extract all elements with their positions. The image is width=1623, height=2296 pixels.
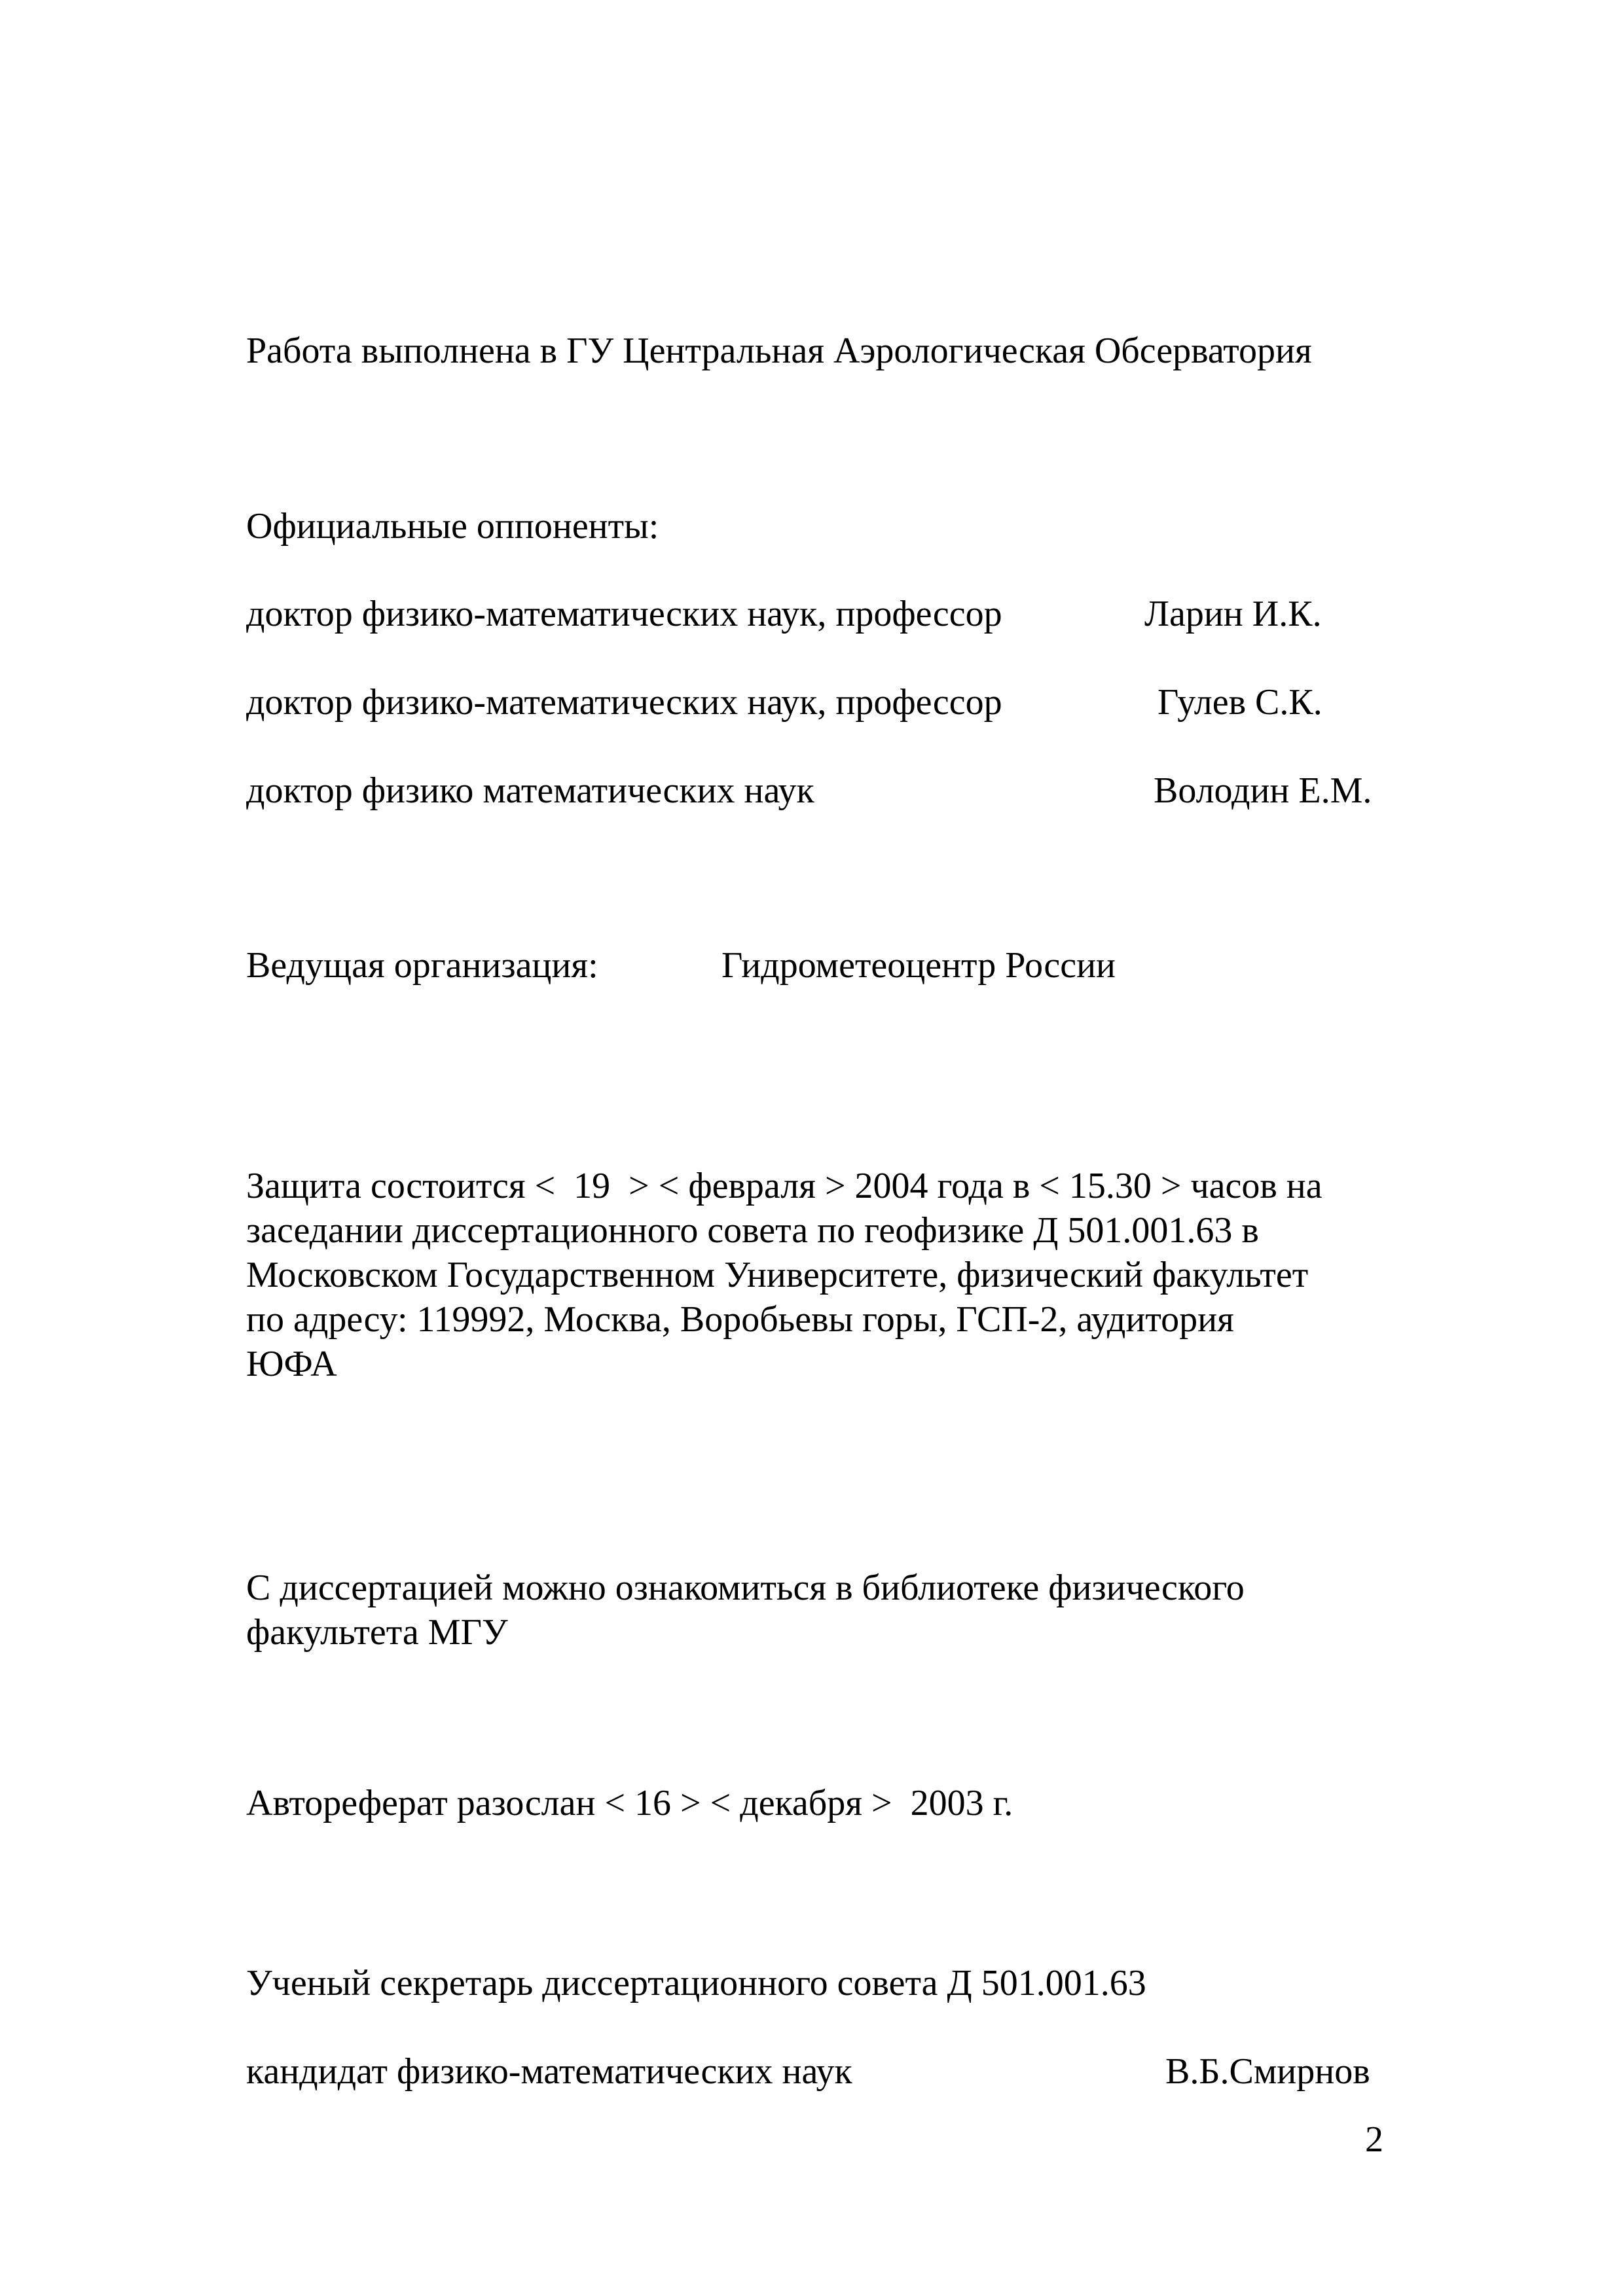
leading-org-label: Ведущая организация: <box>246 945 598 986</box>
leading-org-value: Гидрометеоцентр России <box>721 945 1116 986</box>
page-number: 2 <box>1365 2119 1383 2160</box>
secretary-line: Ученый секретарь диссертационного совета Д 501.001.63 <box>246 1963 1146 2003</box>
library-paragraph <box>246 1566 1398 1655</box>
defense-line-2: заседании диссертационного совета по геофизике Д 501.001.63 в <box>246 1210 1259 1251</box>
library-line-2: факультета МГУ <box>246 1612 508 1653</box>
secretary-title: кандидат физико-математических наук <box>246 2051 852 2092</box>
secretary-name: В.Б.Смирнов <box>1165 2051 1370 2092</box>
defense-paragraph <box>246 1164 1398 1386</box>
work-done-line: Работа выполнена в ГУ Центральная Аэрологическая Обсерватория <box>246 331 1312 371</box>
defense-line-3: Московском Государственном Университете, физический факультет <box>246 1255 1309 1295</box>
library-line-1: С диссертацией можно ознакомиться в библиотеке физического <box>246 1568 1245 1608</box>
opponent-1-title: доктор физико-математических наук, профессор <box>246 594 1002 634</box>
opponent-2-name: Гулев С.К. <box>1158 682 1322 723</box>
opponent-3-title: доктор физико математических наук <box>246 770 814 811</box>
defense-line-5: ЮФА <box>246 1344 337 1384</box>
abstract-sent-line: Автореферат разослан < 16 > < декабря > 2003 г. <box>246 1783 1013 1823</box>
opponent-3-name: Володин Е.М. <box>1154 770 1372 811</box>
defense-line-1: Защита состоится < 19 > < февраля > 2004 года в < 15.30 > часов на <box>246 1166 1322 1206</box>
opponent-1-name: Ларин И.К. <box>1144 594 1322 634</box>
opponent-2-title: доктор физико-математических наук, профессор <box>246 682 1002 723</box>
defense-line-4: по адресу: 119992, Москва, Воробьевы горы, ГСП-2, аудитория <box>246 1299 1234 1340</box>
opponents-heading: Официальные оппоненты: <box>246 506 659 547</box>
